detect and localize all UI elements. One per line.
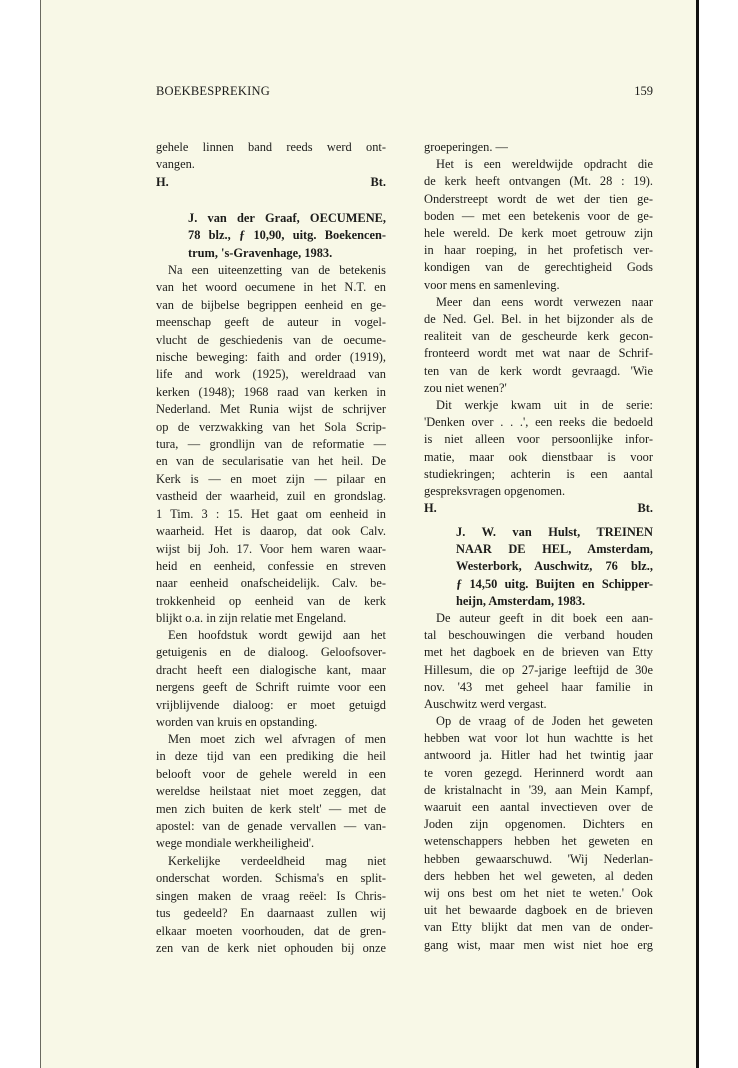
text-line: blijkt o.a. in zijn relatie met Engeland. bbox=[156, 611, 347, 626]
text-line: boden — met een betekenis voor de ge- bbox=[424, 208, 653, 223]
text-line: Onderstreept wordt de wet der tien ge- bbox=[424, 191, 653, 206]
text-line: wetenschappers hebben het geweten en bbox=[424, 834, 653, 849]
text-line: voor mens en samenleving. bbox=[424, 277, 560, 292]
paragraph bbox=[156, 627, 386, 731]
text-line: van Etty blijkt dat men van de onder- bbox=[424, 920, 653, 935]
text-line: wijst bij Joh. 17. Voor hem waren waar- bbox=[156, 541, 386, 556]
paragraph bbox=[424, 156, 653, 294]
text-line: dracht heeft een dialogische kant, maar bbox=[156, 662, 386, 677]
reviewer-signature: Bt. bbox=[637, 501, 653, 515]
text-line: in haar roeping, in het profetisch ver- bbox=[424, 243, 653, 258]
text-line: 78 blz., ƒ 10,90, uitg. Boekencen- bbox=[188, 228, 386, 243]
text-line: Dit werkje kwam uit in de serie: bbox=[436, 398, 653, 413]
text-line: Men moet zich wel afvragen of men bbox=[168, 732, 386, 746]
text-line: Joden zijn opgenomen. Dichters en bbox=[424, 817, 653, 832]
text-line: hele wereld. De kerk moet getrouw zijn bbox=[424, 226, 653, 241]
book-entry bbox=[456, 524, 653, 610]
text-line: vrijblijvende dialoog: er moet getuigd bbox=[156, 697, 386, 712]
text-line: heid en eenheid, confessie en streven bbox=[156, 558, 386, 573]
text-line: men zich buiten de kerk stelt' — met de bbox=[156, 801, 386, 816]
book-entry bbox=[188, 210, 386, 262]
running-head: BOEKBESPREKING bbox=[156, 84, 270, 98]
text-line: matie, maar ook dienstbaar is voor bbox=[424, 449, 653, 464]
text-line: meenschap geeft de auteur in vogel- bbox=[156, 315, 386, 330]
document-page bbox=[40, 0, 699, 1068]
text-line: 1 Tim. 3 : 15. Het gaat om eenheid in bbox=[156, 506, 386, 521]
text-line: nische beweging: faith and order (1919), bbox=[156, 350, 386, 365]
text-line: getuigenis en de dialoog. Geloofsover- bbox=[156, 645, 386, 660]
text-line: van de bijbelse begrippen eenheid en ge- bbox=[156, 297, 386, 312]
paragraph bbox=[424, 610, 653, 713]
reviewer-signature: Bt. bbox=[370, 175, 386, 189]
text-line: en van de secularisatie van het heil. De bbox=[156, 454, 386, 469]
text-line: in deze tijd van een prediking die heil bbox=[156, 749, 386, 764]
reviewer-initial: H. bbox=[424, 501, 437, 515]
text-line: De auteur geeft in dit boek een aan- bbox=[436, 611, 653, 625]
paragraph bbox=[156, 853, 386, 957]
text-line: elkaar moeten voorhouden, dat de gren- bbox=[156, 923, 386, 938]
text-line: de kristalnacht in '39, aan Mein Kampf, bbox=[424, 782, 653, 797]
text-line: Kerk is — en moet zijn — pilaar en bbox=[156, 471, 386, 486]
text-line: Na een uiteenzetting van de betekenis bbox=[168, 263, 386, 277]
text-line: 'Denken over . . .', een reeks die bedoeld bbox=[424, 415, 653, 430]
text-line: zou niet wenen?' bbox=[424, 380, 507, 395]
text-line: Een hoofdstuk wordt gewijd aan het bbox=[168, 628, 386, 642]
text-line: groeperingen. — bbox=[424, 140, 508, 154]
paragraph bbox=[424, 294, 653, 397]
text-line: tal beschouwingen die verband houden bbox=[424, 628, 653, 643]
paragraph bbox=[424, 397, 653, 500]
text-line: Het is een wereldwijde opdracht die bbox=[436, 157, 653, 172]
text-line: vlucht de geschiedenis van de oecume- bbox=[156, 332, 386, 347]
text-line: nergens geeft de Schrift ruimte voor een bbox=[156, 680, 386, 695]
text-line: gang wist, maar men wist niet hoe erg bbox=[424, 937, 653, 952]
text-line: gehele linnen band reeds werd ont- bbox=[156, 140, 386, 154]
text-line: Hillesum, die op 27-jarige leeftijd de 30e bbox=[424, 662, 653, 677]
text-line: hebben wat voor lot hun wachtte is het bbox=[424, 731, 653, 746]
text-line: vangen. bbox=[156, 157, 195, 172]
page-number: 159 bbox=[634, 84, 653, 98]
text-line: hebben gewaarschuwd. 'Wij Nederlan- bbox=[424, 851, 653, 866]
text-line: realiteit van de gescheurde kerk gecon- bbox=[424, 329, 653, 344]
text-line: wege mondiale werkheiligheid'. bbox=[156, 836, 315, 851]
text-line: waaruit een aantal invectieven over de bbox=[424, 800, 653, 815]
review-signature bbox=[156, 174, 386, 191]
text-line: op de verzwakking van het Sola Scrip- bbox=[156, 419, 386, 434]
text-line: ten van de kerk wordt gevraagd. 'Wie bbox=[424, 363, 653, 378]
text-line: singen maken de vraag reëel: Is Chris- bbox=[156, 888, 386, 903]
text-line: life and work (1925), wereldraad van bbox=[156, 367, 386, 382]
text-line: NAAR DE HEL, Amsterdam, bbox=[456, 542, 653, 557]
paragraph bbox=[424, 713, 653, 954]
text-line: is niet alleen voor persoonlijke infor- bbox=[424, 432, 653, 447]
text-line: de Ned. Gel. Bel. in het bijzonder als de bbox=[424, 312, 653, 327]
text-line: heijn, Amsterdam, 1983. bbox=[456, 593, 586, 608]
text-line: belooft voor de gehele wereld in een bbox=[156, 766, 386, 781]
review-signature bbox=[424, 500, 653, 517]
text-line: ders hebben het wel geweten, al deden bbox=[424, 868, 653, 883]
paragraph-group bbox=[424, 139, 653, 500]
text-line: ƒ 14,50 uitg. Buijten en Schipper- bbox=[456, 576, 653, 591]
text-line: apostel: van de genade vervallen — van- bbox=[156, 819, 386, 834]
text-line: gespreksvragen opgenomen. bbox=[424, 484, 566, 499]
text-line: waarheid. Het is daarop, dat ook Calv. bbox=[156, 524, 386, 539]
text-line: Kerkelijke verdeeldheid mag niet bbox=[168, 854, 386, 868]
paragraph bbox=[156, 731, 386, 853]
text-line: Westerbork, Auschwitz, 76 blz., bbox=[456, 559, 653, 574]
text-line: kerken (1948); 1968 raad van kerken in bbox=[156, 384, 386, 399]
text-line: vastheid der waarheid, zuil en grondslag. bbox=[156, 489, 386, 504]
text-line: trokkenheid op eenheid van de kerk bbox=[156, 593, 386, 608]
text-line: Auschwitz werd vergast. bbox=[424, 697, 547, 712]
text-line: trum, 's-Gravenhage, 1983. bbox=[188, 245, 333, 260]
text-line: studiekringen; achterin is een aantal bbox=[424, 466, 653, 481]
text-line: fronteerd wordt met wat naar de Schrif- bbox=[424, 346, 653, 361]
text-line: tura, — grondlijn van de reformatie — bbox=[156, 437, 386, 452]
text-line: Nederland. Met Runia wijst de schrijver bbox=[156, 402, 386, 417]
text-line: zen van de kerk niet ophouden bij onze bbox=[156, 941, 386, 956]
text-line: wereldse heilstaat niet moet zeggen, dat bbox=[156, 784, 386, 799]
paragraph bbox=[156, 262, 386, 628]
reviewer-initial: H. bbox=[156, 175, 169, 189]
text-line: J. W. van Hulst, TREINEN bbox=[456, 525, 653, 539]
text-line: naar eenheid onafscheidelijk. Calv. be- bbox=[156, 576, 386, 591]
text-line: de kerk heeft ontvangen (Mt. 28 : 19). bbox=[424, 174, 653, 189]
text-line: Op de vraag of de Joden het geweten bbox=[436, 714, 653, 728]
text-line: worden van kruis en opstanding. bbox=[156, 715, 318, 730]
text-line: uit het bewaarde dagboek en de brieven bbox=[424, 903, 653, 918]
text-line: J. van der Graaf, OECUMENE, bbox=[188, 211, 386, 225]
text-line: tus gedeeld? En daarnaast zullen wij bbox=[156, 906, 386, 921]
paragraph bbox=[156, 139, 386, 174]
text-line: antwoord ja. Hitler had het twintig jaar bbox=[424, 748, 653, 763]
text-line: onderschat worden. Schisma's en split- bbox=[156, 871, 386, 886]
text-line: Meer dan eens wordt verwezen naar bbox=[436, 294, 653, 309]
text-line: nov. '43 met geheel haar familie in bbox=[424, 679, 653, 694]
text-line: wij ons best om het niet te weten.' Ook bbox=[424, 886, 653, 901]
text-line: te voren gezegd. Herinnerd wordt aan bbox=[424, 765, 653, 780]
paragraph bbox=[424, 139, 653, 156]
text-line: kondigen van de gerechtigheid Gods bbox=[424, 260, 653, 275]
text-line: met het dagboek en de brieven van Etty bbox=[424, 645, 653, 660]
text-line: van het woord oecumene in het N.T. en bbox=[156, 280, 386, 295]
